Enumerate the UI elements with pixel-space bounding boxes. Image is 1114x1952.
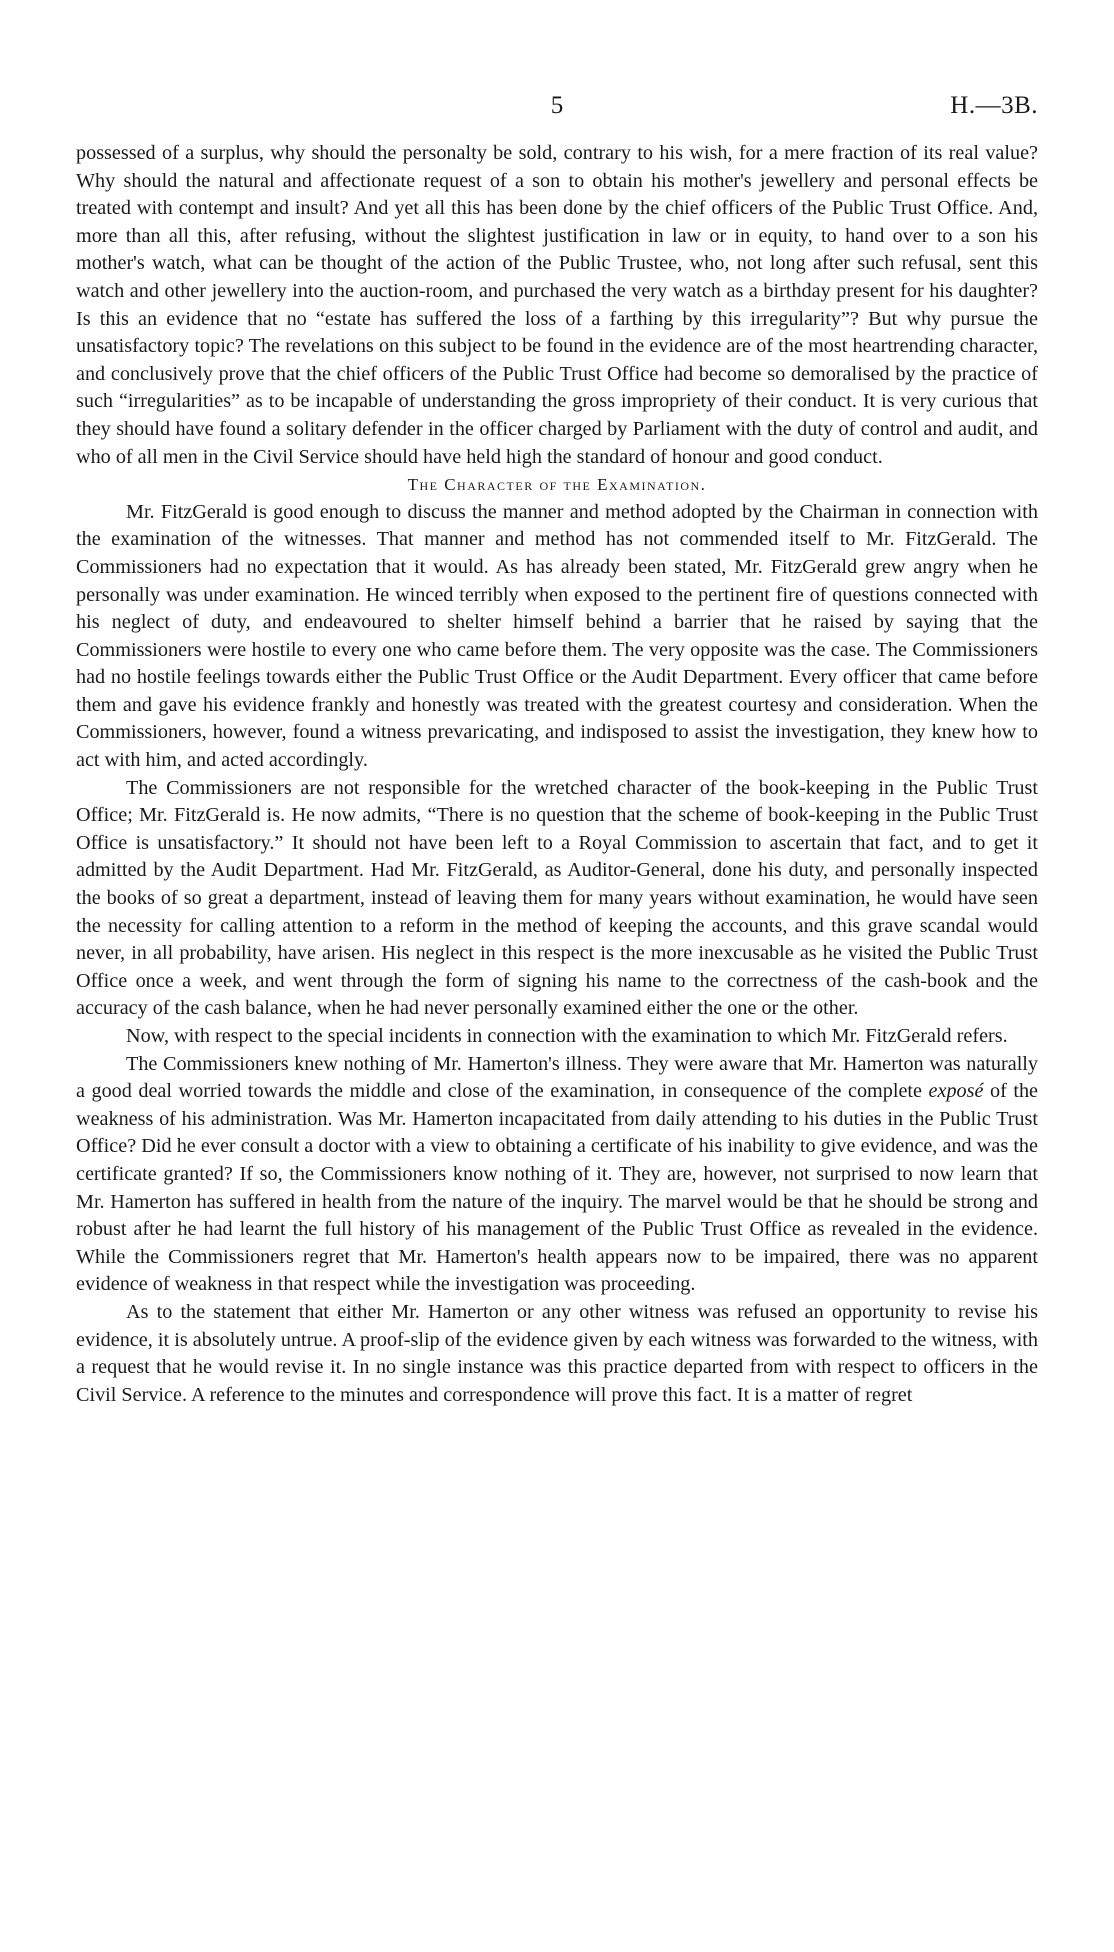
paragraph-examination-manner: Mr. FitzGerald is good enough to discuss the manner and method adopted by the Chairman in connection with the examination of the witnesses. That manner and method has not commended itself to Mr. FitzGerald. The Commissioners had no expectation that it would. As has already been stated, Mr. FitzGerald grew angry when he personally was under examination. He winced terribly when exposed to the pertinent fire of questions connected with his neglect of duty, and endeavoured to shelter himself behind a barrier that he raised by saying that the Commissioners were hostile to every one who came before them. The very opposite was the case. The Commissioners had no hostile feelings towards either the Public Trust Office or the Audit Department. Every officer that came before them and gave his evidence frankly and honestly was treated with the greatest courtesy and consideration. When the Commissioners, however, found a witness prevaricating, and indisposed to assist the investigation, they knew how to act with him, and acted accordingly. [76,500,1038,772]
paragraph-continued: possessed of a surplus, why should the personalty be sold, contrary to his wish, for a mere fraction of its real value? Why should the natural and affectionate request of a son to obtain his mother's jewellery and personal effects be treated with contempt and insult? And yet all this has been done by the chief officers of the Public Trust Office. And, more than all this, after refusing, without the slightest justification in law or in equity, to hand over to a son his mother's watch, what can be thought of the action of the Public Trustee, who, not long after such refusal, sent this watch and other jewellery into the auction-room, and purchased the very watch as a birthday present for his daughter? Is this an evidence that no “estate has suffered the loss of a farthing by this irregularity”? But why pursue the unsatisfactory topic? The revelations on this subject to be found in the evidence are of the most heartrending character, and conclusively prove that the chief officers of the Public Trust Office had become so demoralised by the practice of such “irregularities” as to be incapable of understanding the gross impropriety of their conduct. It is very curious that they should have found a solitary defender in the officer charged by Parliament with the duty of control and audit, and who of all men in the Civil Service should have held high the standard of honour and good conduct. [76,142,1038,468]
paragraph-hamerton-illness [76,1051,1038,1299]
hamerton-text-start: The Commissioners knew nothing of Mr. Hamerton's illness. They were aware that Mr. Hamerton was naturally a good deal worried towards the middle and close of the examination, in consequence of the complete [76,1052,1038,1103]
page-number: 5 [550,92,564,119]
page-header [76,92,1038,120]
section-heading: The Character of the Examination. [407,475,707,495]
body-text [76,140,1038,1409]
document-reference: H.—3B. [950,92,1038,119]
hamerton-text-end: of the weakness of his administration. Was Mr. Hamerton incapacitated from daily attending to his duties in the Public Trust Office? Did he ever consult a doctor with a view to obtaining a certificate of his inability to give evidence, and was the certificate granted? If so, the Commissioners know nothing of it. They are, however, not surprised to now learn that Mr. Hamerton has suffered in health from the nature of the inquiry. The marvel would be that he should be strong and robust after he had learnt the full history of his management of the Public Trust Office as revealed in the evidence. While the Commissioners regret that Mr. Hamerton's health appears now to be impaired, there was no apparent evidence of weakness in that respect while the investigation was proceeding. [76,1080,1039,1296]
italic-expose: exposé [928,1080,984,1103]
paragraph-revision-statement: As to the statement that either Mr. Hamerton or any other witness was refused an opportunity to revise his evidence, it is absolutely untrue. A proof-slip of the evidence given by each witness was forwarded to the witness, with a request that he would revise it. In no single instance was this practice departed from with respect to officers in the Civil Service. A reference to the minutes and correspondence will prove this fact. It is a matter of regret [76,1300,1038,1406]
paragraph-book-keeping: The Commissioners are not responsible for the wretched character of the book-keeping in the Public Trust Office; Mr. FitzGerald is. He now admits, “There is no question that the scheme of book-keeping in the Public Trust Office is unsatisfactory.” It should not have been left to a Royal Commission to ascertain that fact, and to get it admitted by the Audit Department. Had Mr. FitzGerald, as Auditor-General, done his duty, and personally inspected the books of so great a department, instead of leaving them for many years without examination, he would have seen the necessity for calling attention to a reform in the method of keeping the accounts, and this grave scandal would never, in all probability, have arisen. His neglect in this respect is the more inexcusable as he visited the Public Trust Office once a week, and went through the form of signing his name to the correctness of the cash-book and the accuracy of the cash balance, when he had never personally examined either the one or the other. [76,776,1038,1020]
paragraph-special-incidents: Now, with respect to the special incidents in connection with the examination to which Mr. FitzGerald refers. [126,1025,1008,1047]
